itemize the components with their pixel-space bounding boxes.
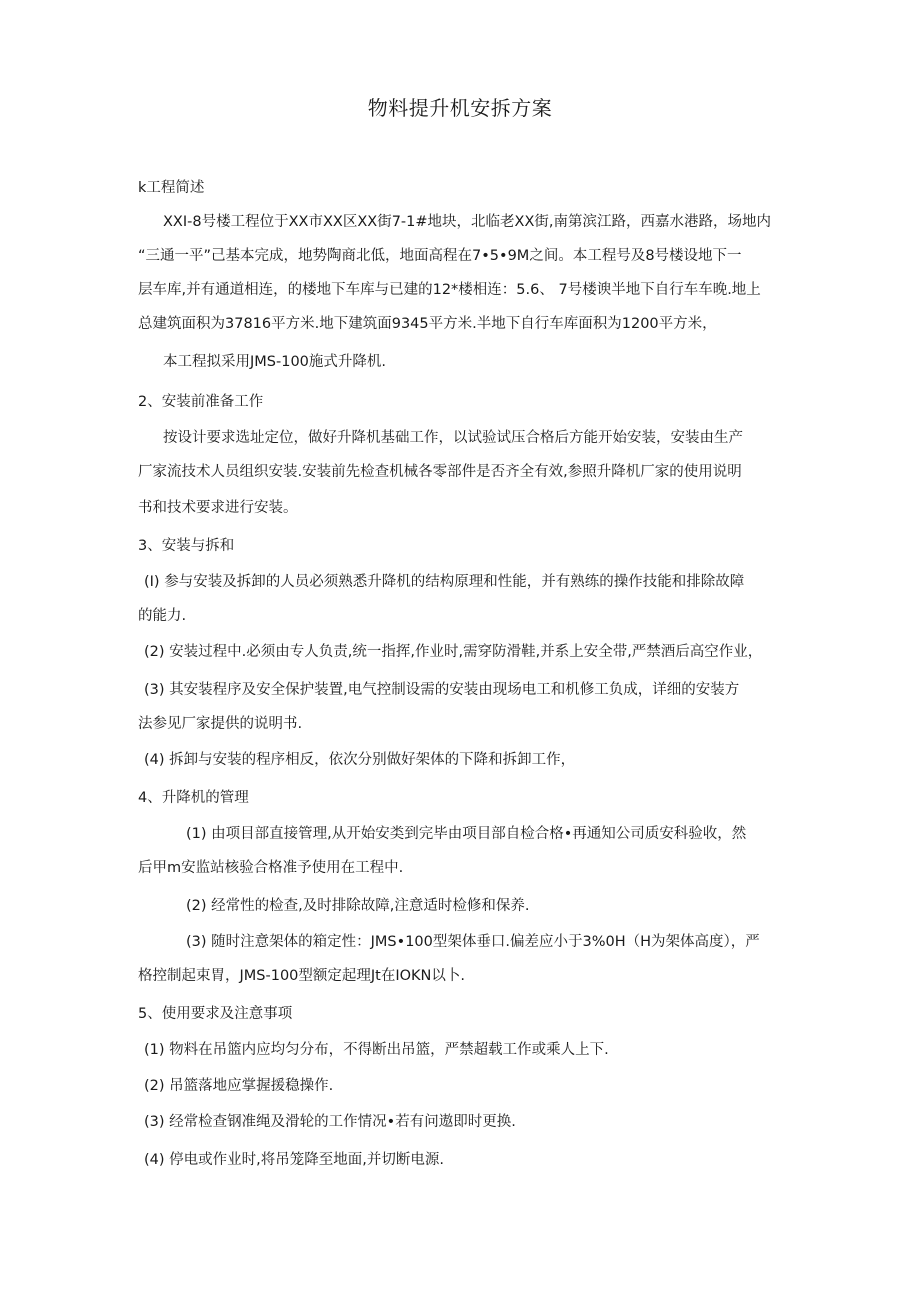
section-2-paragraph-line: 书和技术要求进行安装。 [138, 500, 298, 516]
section-3-heading: 3、安装与拆和 [138, 538, 235, 554]
section-4-item-line: (2) 经常性的检查,及时排除故障,注意适时检修和保养. [186, 898, 530, 914]
section-1-paragraph-line: XXI-8号楼工程位于XX市XX区XX街7-1#地块，北临老XX街,南第滨江路，西嘉水港路，场地内 [163, 214, 772, 230]
section-1-heading: k工程简述 [138, 180, 205, 196]
section-2-heading: 2、安装前准备工作 [138, 394, 264, 410]
section-1-paragraph-line: 层车库,并有通道相连，的楼地下车库与已建的12*楼相连：5.6、 7号楼谀半地下自行车车晚.地上 [138, 282, 761, 298]
section-4-heading: 4、升降机的管理 [138, 790, 249, 806]
section-3-item-line: 法参见厂家提供的说明书. [138, 716, 303, 732]
section-1-paragraph-line: “三通一平”己基本完成，地势陶商北低，地面高程在7•5•9M之间。本工程号及8号楼设地下一 [138, 248, 742, 264]
section-5-item: (1) 物料在吊篮内应均匀分布，不得断出吊篮，严禁超载工作或乘人上下. [144, 1042, 609, 1058]
section-3-item-line: (4) 拆卸与安装的程序相反，依次分别做好架体的下降和拆卸工作， [144, 752, 576, 768]
section-1-paragraph-line: 总建筑面积为37816平方米.地下建筑面9345平方米.半地下自行车库面积为1200平方米， [138, 316, 717, 332]
section-4-item-line: (1) 由项目部直接管理,从开始安类到完毕由项目部自检合格•再通知公司质安科验收，然 [186, 826, 747, 842]
section-3-item-line: (I) 参与安装及拆卸的人员必须熟悉升降机的结构原理和性能，并有熟练的操作技能和排除故障 [144, 574, 745, 590]
document-title: 物料提升机安拆方案 [367, 96, 553, 120]
section-3-item-line: (2) 安装过程中.必须由专人负责,统一指挥,作业时,需穿防滑鞋,并系上安全带,严禁酒后高空作业， [144, 644, 763, 660]
section-5-item: (4) 停电或作业时,将吊笼降至地面,并切断电源. [144, 1152, 444, 1168]
section-3-item-line: (3) 其安装程序及安全保护装置,电气控制设需的安装由现场电工和机修工负成，详细的安装方 [144, 682, 740, 698]
section-5-item: (3) 经常检查钢准绳及滑轮的工作情况•若有问遨即时更换. [144, 1114, 516, 1130]
section-4-item-line: (3) 随时注意架体的箱定性：JMS•100型架体垂口.偏差应小于3%0H（H为架体高度），严 [186, 934, 760, 950]
section-5-heading: 5、使用要求及注意事项 [138, 1006, 293, 1022]
section-1-paragraph-2: 本工程拟采用JMS-100施式升降机. [163, 354, 387, 370]
section-4-item-line: 后甲m安监站核验合格准予使用在工程中. [138, 860, 404, 876]
section-2-paragraph-line: 厂家流技术人员组织安装.安装前先检查机械各零部件是否齐全有效,参照升降机厂家的使用说明 [138, 464, 742, 480]
section-4-item-line: 格控制起束胃，JMS-100型额定起理Jt在IOKN以卜. [138, 968, 466, 984]
section-5-item: (2) 吊篮落地应掌握援稳操作. [144, 1078, 334, 1094]
section-2-paragraph-line: 按设计要求选址定位，做好升降机基础工作，以试验试压合格后方能开始安装，安装由生产 [163, 430, 743, 446]
section-3-item-line: 的能力. [138, 608, 187, 624]
